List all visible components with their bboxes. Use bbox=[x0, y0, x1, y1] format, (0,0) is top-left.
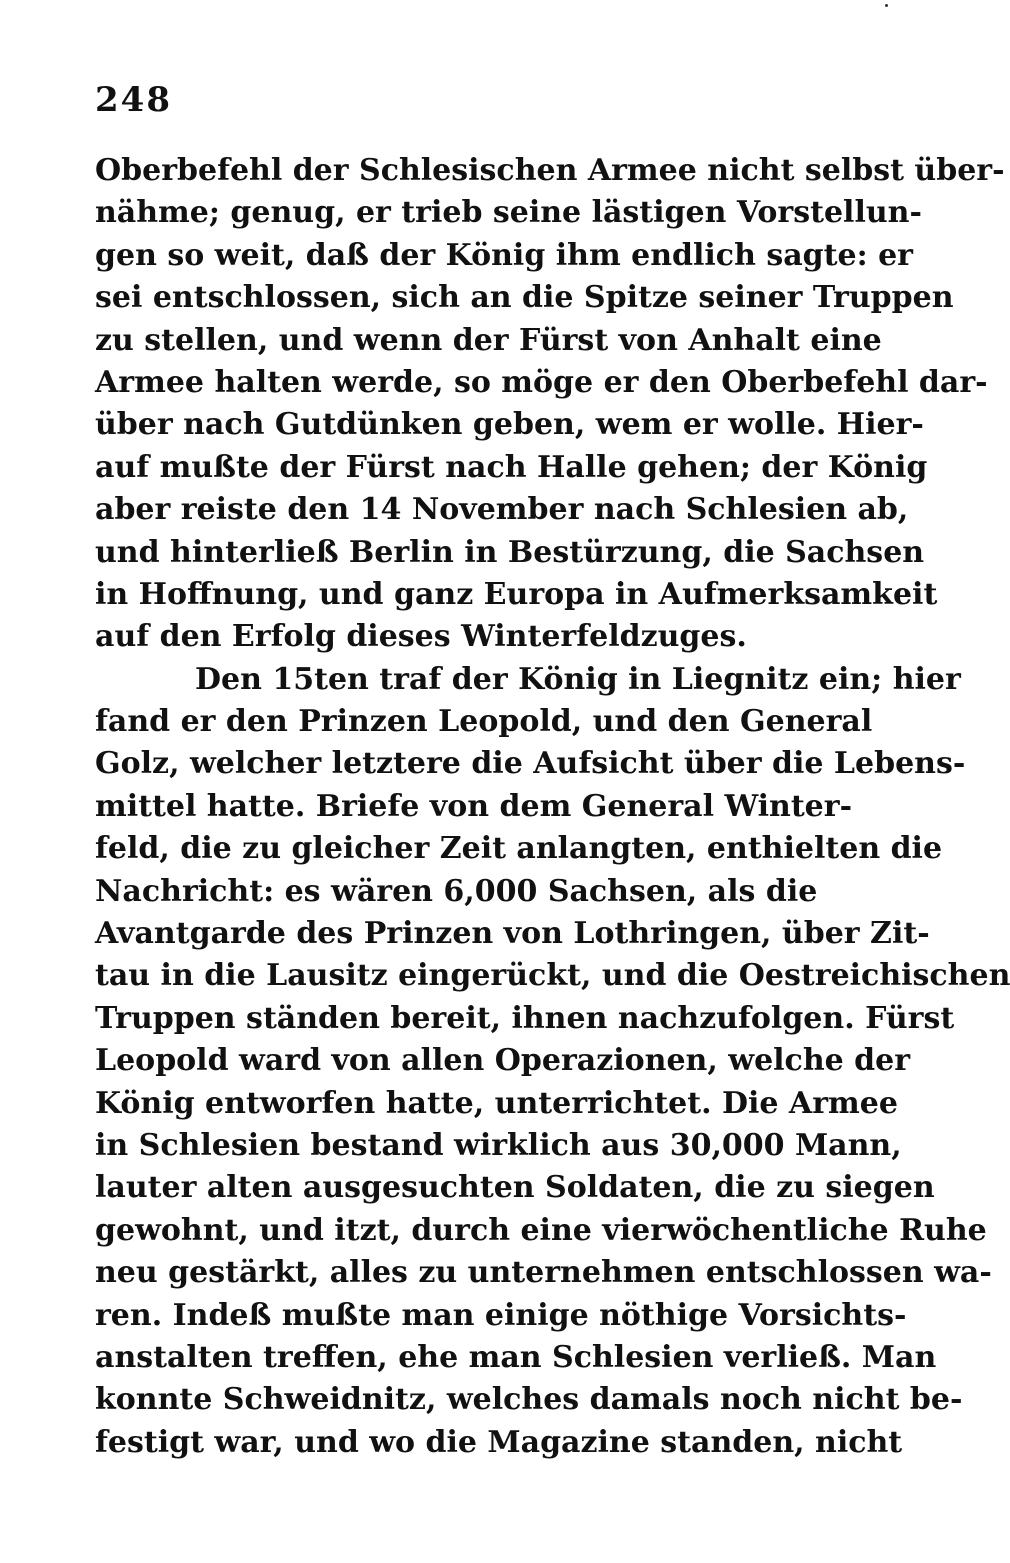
text-line: in Hoffnung, und ganz Europa in Aufmerksamkeit bbox=[95, 576, 938, 612]
text-line: aber reiste den 14 November nach Schlesien ab, bbox=[95, 492, 909, 528]
text-line: und hinterließ Berlin in Bestürzung, die Sachsen bbox=[95, 534, 925, 570]
text-line: gen so weit, daß der König ihm endlich sagte: er bbox=[95, 237, 913, 273]
text-line: über nach Gutdünken geben, wem er wolle. Hier- bbox=[95, 407, 924, 443]
text-line: neu gestärkt, alles zu unternehmen entschlossen wa- bbox=[95, 1255, 992, 1291]
scan-mark bbox=[885, 4, 888, 7]
text-line: König entworfen hatte, unterrichtet. Die Armee bbox=[95, 1085, 898, 1121]
text-line: in Schlesien bestand wirklich aus 30,000 Mann, bbox=[95, 1127, 902, 1163]
text-line: fand er den Prinzen Leopold, und den General bbox=[95, 704, 873, 740]
page-number: 248 bbox=[95, 80, 172, 120]
text-line: lauter alten ausgesuchten Soldaten, die zu siegen bbox=[95, 1170, 935, 1206]
text-line: Oberbefehl der Schlesischen Armee nicht selbst über- bbox=[95, 153, 1005, 188]
text-line: auf den Erfolg dieses Winterfeldzuges. bbox=[95, 619, 747, 655]
text-line: Avantgarde des Prinzen von Lothringen, über Zit- bbox=[95, 916, 930, 952]
text-line: mittel hatte. Briefe von dem General Winter- bbox=[95, 788, 853, 824]
text-line: Nachricht: es wären 6,000 Sachsen, als die bbox=[95, 873, 818, 909]
text-line: Truppen ständen bereit, ihnen nachzufolgen. Fürst bbox=[95, 1000, 955, 1036]
text-line: gewohnt, und itzt, durch eine vierwöchentliche Ruhe bbox=[95, 1212, 987, 1248]
text-line: Den 15ten traf der König in Liegnitz ein; hier bbox=[195, 661, 961, 697]
text-line: sei entschlossen, sich an die Spitze seiner Truppen bbox=[95, 280, 954, 316]
text-line: auf mußte der Fürst nach Halle gehen; der König bbox=[95, 449, 928, 485]
text-line: feld, die zu gleicher Zeit anlangten, enthielten die bbox=[95, 831, 943, 867]
text-line: festigt war, und wo die Magazine standen, nicht bbox=[95, 1424, 903, 1460]
text-line: Golz, welcher letztere die Aufsicht über die Lebens- bbox=[95, 746, 966, 782]
text-line: nähme; genug, er trieb seine lästigen Vorstellun- bbox=[95, 195, 922, 231]
body-text bbox=[95, 150, 1010, 1464]
text-line: anstalten treffen, ehe man Schlesien verließ. Man bbox=[95, 1339, 937, 1375]
text-line: konnte Schweidnitz, welches damals noch nicht be- bbox=[95, 1382, 963, 1418]
text-line: zu stellen, und wenn der Fürst von Anhalt eine bbox=[95, 322, 882, 358]
text-line: Armee halten werde, so möge er den Oberbefehl dar- bbox=[95, 364, 988, 400]
text-line: tau in die Lausitz eingerückt, und die Oestreichischen bbox=[95, 958, 1010, 994]
text-line: ren. Indeß mußte man einige nöthige Vorsichts- bbox=[95, 1297, 907, 1333]
text-line: Leopold ward von allen Operazionen, welche der bbox=[95, 1043, 911, 1079]
